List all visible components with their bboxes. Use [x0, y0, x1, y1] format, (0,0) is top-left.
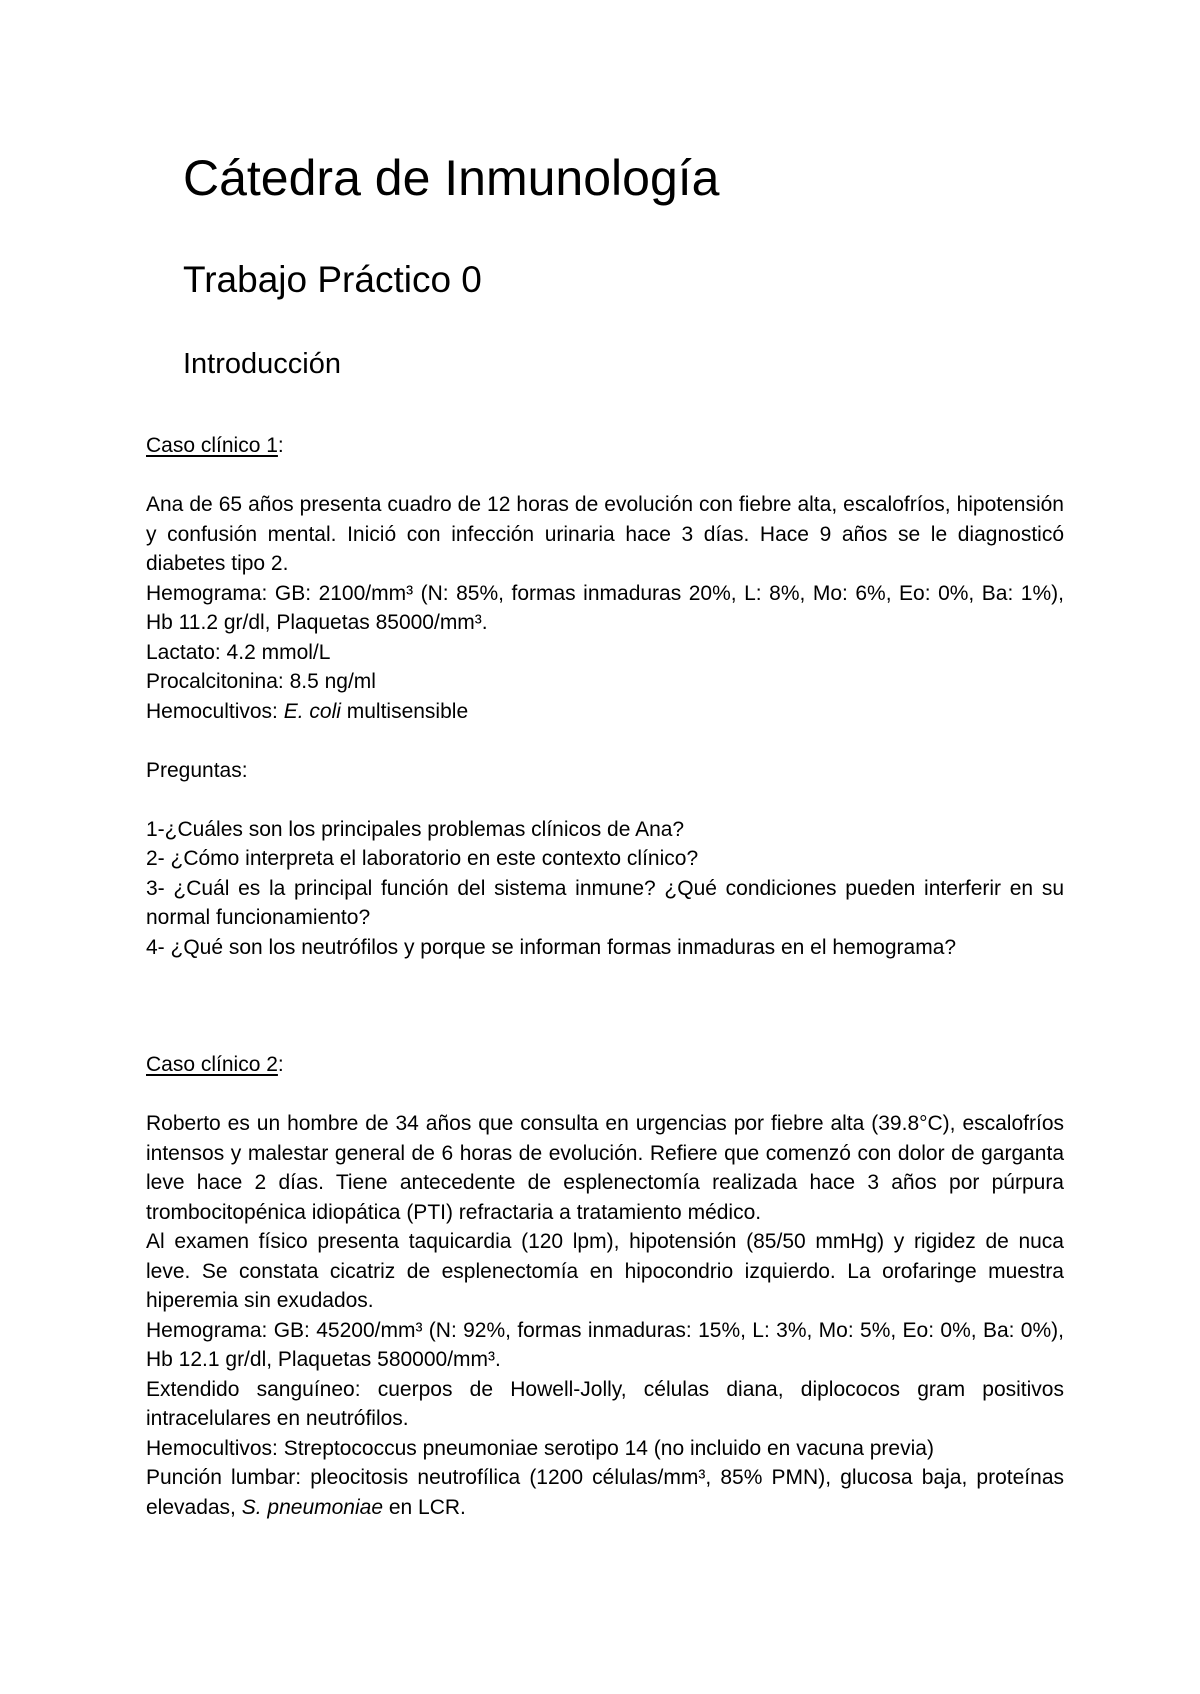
case-1-hemocultivos [146, 697, 1064, 727]
organism-name: S. pneumoniae [241, 1495, 384, 1519]
case-1-heading [146, 431, 1064, 461]
page-subtitle: Trabajo Práctico 0 [183, 259, 482, 300]
puncion-suffix: en LCR. [383, 1495, 466, 1519]
question-1: 1-¿Cuáles son los principales problemas clínicos de Ana? [146, 817, 685, 841]
question-2: 2- ¿Cómo interpreta el laboratorio en este contexto clínico? [146, 847, 699, 870]
case-2-hemograma: Hemograma: GB: 45200/mm³ (N: 92%, formas inmaduras: 15%, L: 3%, Mo: 5%, Eo: 0%, Ba: 0%), Hb 12.1 gr/dl, Plaquetas 580000/mm³. [146, 1318, 1064, 1371]
puncion-prefix: Punción lumbar: pleocitosis neutrofílica (1200 células/mm³, 85% PMN), glucosa baja, proteínas elevadas, [146, 1466, 1064, 1519]
page-title: Cátedra de Inmunología [183, 150, 720, 206]
case-2-heading-label: Caso clínico 2 [146, 1053, 278, 1076]
case-2 [146, 1050, 1064, 1522]
case-1 [146, 431, 1064, 962]
case-1-heading-colon: : [277, 434, 284, 457]
hemocultivos-prefix: Hemocultivos: [146, 699, 284, 723]
question-4: 4- ¿Qué son los neutrófilos y porque se informan formas inmaduras en el hemograma? [146, 935, 957, 959]
case-2-intro: Roberto es un hombre de 34 años que consulta en urgencias por fiebre alta (39.8°C), escalofríos intensos y malestar general de 6 horas de evolución. Refiere que comenzó con dolor de garganta leve hace 2 días. Tiene antecedente de esplenectomía realizada hace 3 años por púrpura trombocitopénica idiopática (PTI) refractaria a tratamiento médico. [146, 1112, 1064, 1224]
section-heading: Introducción [183, 348, 341, 380]
case-2-puncion [146, 1463, 1064, 1522]
question-3: 3- ¿Cuál es la principal función del sistema inmune? ¿Qué condiciones pueden interferir en su normal funcionamiento? [146, 876, 1064, 929]
case-2-examen: Al examen físico presenta taquicardia (120 lpm), hipotensión (85/50 mmHg) y rigidez de nuca leve. Se constata cicatriz de esplenectomía en hipocondrio izquierdo. La orofaringe muestra hiperemia sin exudados. [146, 1230, 1064, 1312]
case-2-hemocultivos: Hemocultivos: Streptococcus pneumoniae serotipo 14 (no incluido en vacuna previa) [146, 1436, 934, 1460]
case-1-heading-label: Caso clínico 1 [146, 434, 278, 457]
case-2-heading [146, 1050, 1064, 1080]
case-1-intro: Ana de 65 años presenta cuadro de 12 horas de evolución con fiebre alta, escalofríos, hipotensión y confusión mental. Inició con infección urinaria hace 3 días. Hace 9 años se le diagnosticó diabetes tipo 2. [146, 493, 1064, 575]
case-1-hemograma: Hemograma: GB: 2100/mm³ (N: 85%, formas inmaduras 20%, L: 8%, Mo: 6%, Eo: 0%, Ba: 1%), Hb 11.2 gr/dl, Plaquetas 85000/mm³. [146, 581, 1064, 634]
preguntas-label: Preguntas: [146, 758, 248, 782]
organism-name: E. coli [283, 699, 341, 723]
case-1-lactato: Lactato: 4.2 mmol/L [146, 640, 331, 664]
case-1-procalcitonina: Procalcitonina: 8.5 ng/ml [146, 670, 376, 693]
case-2-heading-colon: : [277, 1053, 284, 1076]
hemocultivos-suffix: multisensible [340, 699, 469, 723]
case-2-extendido: Extendido sanguíneo: cuerpos de Howell-Jolly, células diana, diplococos gram positivos intracelulares en neutrófilos. [146, 1377, 1064, 1430]
